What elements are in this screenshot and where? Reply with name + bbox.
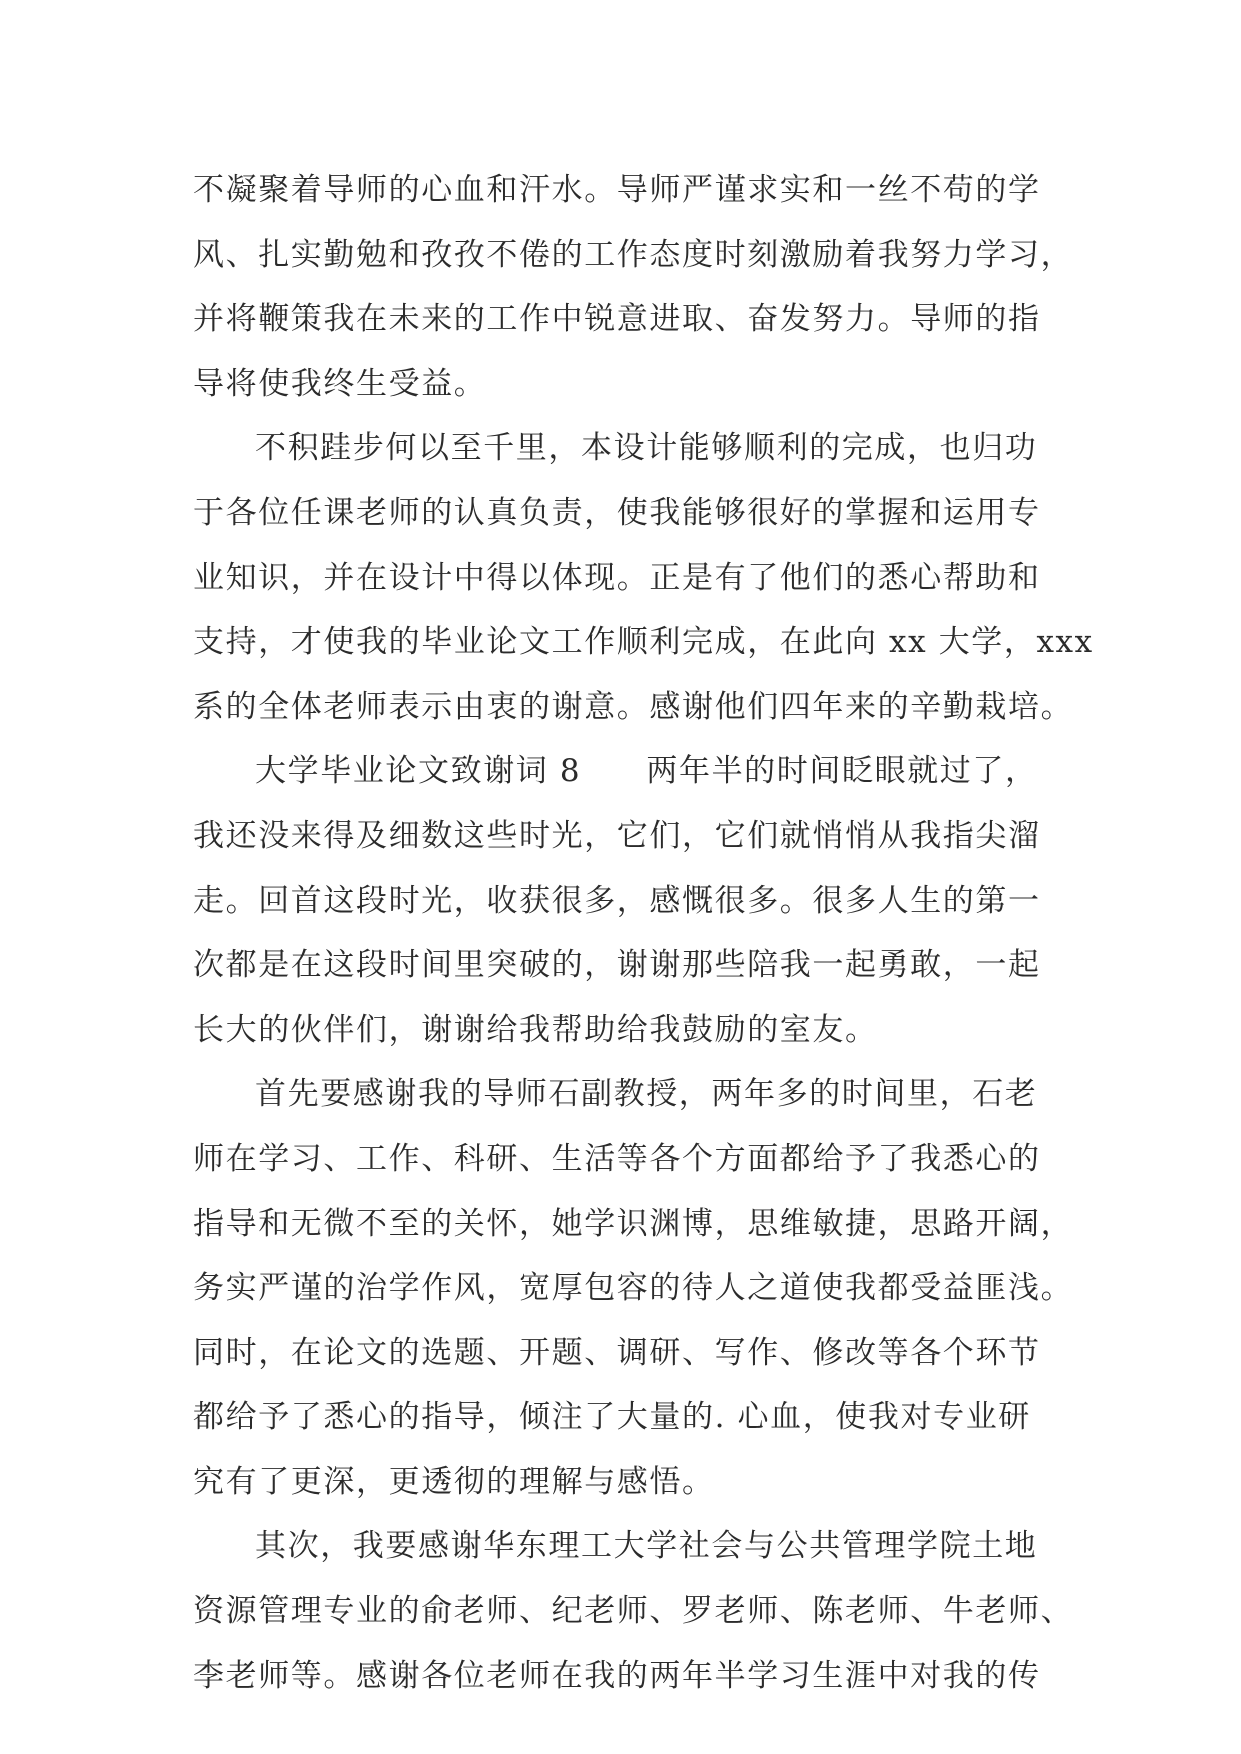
paragraph-first-line: 首先要感谢我的导师石副教授，两年多的时间里，石老 <box>255 1076 1038 1113</box>
text-line: 资源管理专业的俞老师、纪老师、罗老师、陈老师、牛老师、 <box>193 1593 1074 1630</box>
paragraph-first-line: 不积跬步何以至千里，本设计能够顺利的完成，也归功 <box>255 430 1038 467</box>
text-line: 李老师等。感谢各位老师在我的两年半学习生涯中对我的传 <box>193 1657 1041 1694</box>
text-line: 同时，在论文的选题、开题、调研、写作、修改等各个环节 <box>193 1334 1041 1371</box>
text-line: 务实严谨的治学作风，宽厚包容的待人之道使我都受益匪浅。 <box>193 1270 1074 1307</box>
text-line: 风、扎实勤勉和孜孜不倦的工作态度时刻激励着我努力学习， <box>193 236 1074 273</box>
text-line: 导将使我终生受益。 <box>193 365 487 402</box>
text-line: 都给予了悉心的指导，倾注了大量的. 心血，使我对专业研 <box>193 1399 1031 1436</box>
document-body <box>193 158 1093 1708</box>
text-line: 并将鞭策我在未来的工作中锐意进取、奋发努力。导师的指 <box>193 301 1041 338</box>
text-line: 究有了更深，更透彻的理解与感悟。 <box>193 1463 715 1500</box>
text-line: 长大的伙伴们，谢谢给我帮助给我鼓励的室友。 <box>193 1011 878 1048</box>
text-line: 不凝聚着导师的心血和汗水。导师严谨求实和一丝不苟的学 <box>193 172 1041 208</box>
text-line: 指导和无微不至的关怀，她学识渊博，思维敏捷，思路开阔， <box>193 1205 1074 1242</box>
text-line: 次都是在这段时间里突破的，谢谢那些陪我一起勇敢，一起 <box>193 947 1041 984</box>
text-line: 于各位任课老师的认真负责，使我能够很好的掌握和运用专 <box>193 494 1041 531</box>
text-line: 业知识，并在设计中得以体现。正是有了他们的悉心帮助和 <box>193 559 1041 596</box>
text-line: 支持，才使我的毕业论文工作顺利完成，在此向 xx 大学，xxx <box>193 624 1094 661</box>
text-line: 走。回首这段时光，收获很多，感慨很多。很多人生的第一 <box>193 882 1041 919</box>
text-line: 师在学习、工作、科研、生活等各个方面都给予了我悉心的 <box>193 1140 1041 1177</box>
paragraph-first-line: 大学毕业论文致谢词 8 两年半的时间眨眼就过了， <box>255 753 1038 790</box>
text-line: 我还没来得及细数这些时光，它们，它们就悄悄从我指尖溜 <box>193 817 1041 854</box>
paragraph-first-line: 其次，我要感谢华东理工大学社会与公共管理学院土地 <box>255 1528 1038 1565</box>
text-line: 系的全体老师表示由衷的谢意。感谢他们四年来的辛勤栽培。 <box>193 688 1074 725</box>
